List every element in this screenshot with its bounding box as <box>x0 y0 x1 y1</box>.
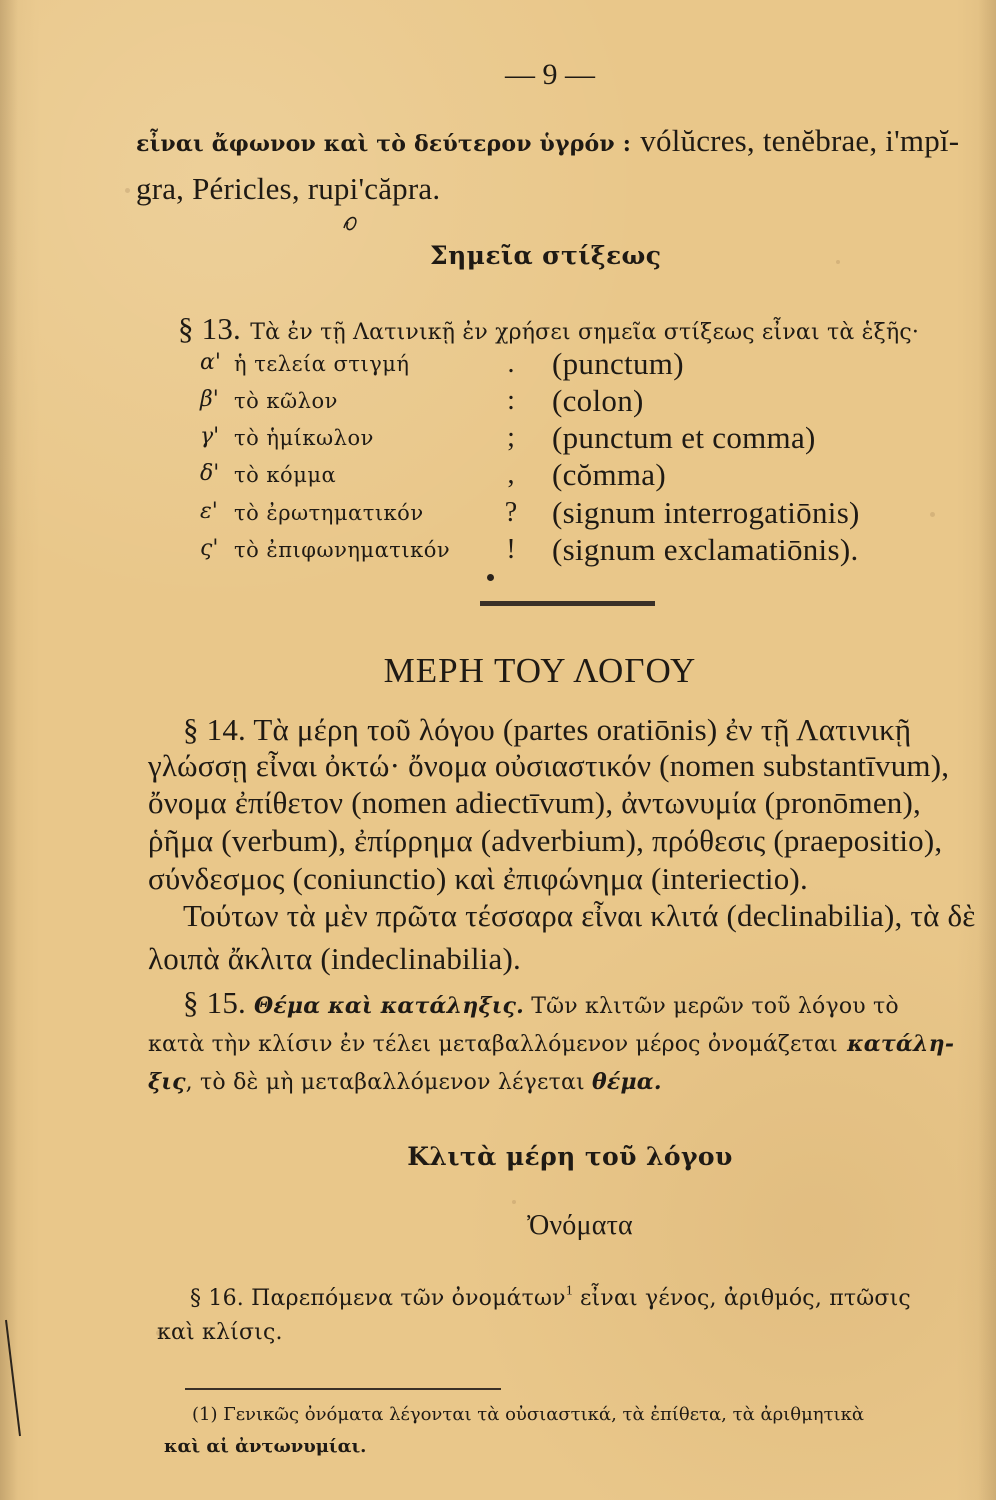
paper-speck <box>836 260 840 264</box>
paragraph-14-line-1: § 14. Τὰ μέρη τοῦ λόγου (partes oratiōnis) ἐν τῇ Λατινικῇ <box>183 712 912 747</box>
punctuation-row-label: α' <box>200 350 221 375</box>
paragraph-15-line-1 <box>183 986 899 1020</box>
paragraph-13-heading <box>178 312 919 346</box>
paragraph-14-line-5: σύνδεσμος (coniunctio) καὶ ἐπιφώνημα (interiectio). <box>148 861 808 896</box>
paper-speck <box>512 1200 516 1204</box>
intro-line-1-latin: vólŭcres, tenĕbrae, i'mpĭ- <box>640 123 960 158</box>
paragraph-14-line-3: ὄνομα ἐπίθετον (nomen adiectīvum), ἀντωνυμία (pronōmen), <box>148 785 921 820</box>
paragraph-15-line-2 <box>148 1026 954 1058</box>
footnote-text-line-1: Γενικῶς ὀνόματα λέγονται τὰ οὐσιαστικά, τὰ ἐπίθετα, τὰ ἀριθμητικὰ <box>223 1404 864 1425</box>
paragraph-15-prefix: § 15. <box>183 985 254 1020</box>
punctuation-row-latin: (colon) <box>552 383 644 418</box>
punctuation-row-latin: (cŏmma) <box>552 457 666 492</box>
punctuation-row-label: β' <box>200 387 219 412</box>
punctuation-row <box>200 385 920 419</box>
punctuation-row-symbol: ! <box>506 534 516 565</box>
punctuation-row-symbol: ? <box>504 497 518 528</box>
paragraph-16-line-2: καὶ κλίσις. <box>157 1320 283 1345</box>
footnote-mark: (1) <box>192 1404 218 1425</box>
paragraph-15-line-3 <box>148 1064 662 1096</box>
footnote-divider <box>185 1388 501 1390</box>
punctuation-row-latin: (signum interrogatiōnis) <box>552 495 860 530</box>
page-number: — 9 — <box>505 58 595 91</box>
punctuation-row-label: ς' <box>200 536 219 561</box>
section-title-punctuation: Σημεῖα στίξεως <box>430 241 662 270</box>
paragraph-16-line-1 <box>190 1280 911 1312</box>
paragraph-14-line <box>148 786 921 820</box>
paragraph-14-line <box>148 749 949 783</box>
margin-stroke-icon <box>0 1318 28 1438</box>
punctuation-row <box>200 348 920 382</box>
punctuation-row-latin: (punctum et comma) <box>552 420 816 455</box>
intro-line-2: gra, Péricles, rupi'căpra. <box>136 171 441 206</box>
right-page-shadow <box>978 0 996 1500</box>
paper-speck <box>930 512 935 517</box>
punctuation-row-term: τὸ κόμμα <box>234 463 337 487</box>
section-divider <box>480 601 655 606</box>
paragraph-15-line-3-term: θέμα. <box>592 1069 662 1095</box>
punctuation-row-symbol: : <box>507 385 515 416</box>
punctuation-row-label: δ' <box>200 461 220 486</box>
punctuation-row-latin: (signum exclamatiōnis). <box>552 532 859 567</box>
punctuation-row-symbol: . <box>507 348 515 379</box>
punctuation-row-symbol: ; <box>507 422 515 453</box>
paragraph-14-line <box>183 713 911 747</box>
punctuation-row <box>200 459 920 493</box>
paragraph-14-line <box>148 942 521 976</box>
declinable-parts-heading: Κλιτὰ μέρη τοῦ λόγου <box>407 1142 733 1171</box>
small-flourish-icon <box>340 207 365 235</box>
punctuation-row-term: τὸ ἐπιφωνηματικόν <box>234 538 451 562</box>
paragraph-13-text: Τὰ ἐν τῇ Λατινικῇ ἐν χρήσει σημεῖα στίξεως εἶναι τὰ ἑξῆς· <box>250 320 920 345</box>
paragraph-13-number: § 13. <box>178 311 241 346</box>
paragraph-15-title: Θέμα καὶ κατάληξις. <box>253 993 525 1019</box>
decorative-dot <box>487 574 494 581</box>
paragraph-14-line <box>148 824 942 858</box>
punctuation-row-label: ε' <box>200 499 218 524</box>
paragraph-14-line <box>148 862 808 896</box>
punctuation-row-latin: (punctum) <box>552 346 684 381</box>
punctuation-row-term: τὸ ἡμίκωλον <box>234 426 374 450</box>
paper-speck <box>125 188 130 193</box>
paragraph-15-line-2-text: κατὰ τὴν κλίσιν ἐν τέλει μεταβαλλόμενον μέρος ὀνομάζεται <box>148 1032 838 1057</box>
footnote-line-2: καὶ αἱ ἀντωνυμίαι. <box>164 1436 367 1457</box>
intro-line-1 <box>136 124 959 158</box>
paragraph-14-line-4: ῥῆμα (verbum), ἐπίρρημα (adverbium), πρόθεσις (praepositio), <box>148 823 943 858</box>
paragraph-15-line-1-rest: Τῶν κλιτῶν μερῶν τοῦ λόγου τὸ <box>524 994 899 1019</box>
paragraph-16-prefix: § 16. Παρεπόμενα τῶν ὀνομάτων <box>190 1286 566 1311</box>
punctuation-row-label: γ' <box>200 424 220 449</box>
paragraph-15-line-3-prefix: ξις <box>148 1069 186 1095</box>
punctuation-row-term: ἡ τελεία στιγμή <box>234 352 410 376</box>
footnote-line-1 <box>192 1404 864 1425</box>
nouns-subheading: Ὀνόματα <box>527 1210 633 1241</box>
left-page-shadow <box>0 0 18 1500</box>
punctuation-row-term: τὸ ἐρωτηματικόν <box>234 501 424 525</box>
punctuation-row <box>200 534 920 568</box>
punctuation-row-symbol: , <box>507 459 515 490</box>
punctuation-row-term: τὸ κῶλον <box>234 389 338 413</box>
paragraph-14-line-7: λοιπὰ ἄκλιτα (indeclinabilia). <box>148 941 521 976</box>
paragraph-14-line-6: Τούτων τὰ μὲν πρῶτα τέσσαρα εἶναι κλιτά (declinabilia), τὰ δὲ <box>183 898 976 933</box>
paragraph-16-footnote-ref: 1 <box>565 1283 573 1299</box>
intro-line-1-greek: εἶναι ἄφωνον καὶ τὸ δεύτερον ὑγρόν : <box>136 131 632 157</box>
paragraph-15-line-3-rest: , τὸ δὲ μὴ μεταβαλλόμενον λέγεται <box>185 1070 593 1095</box>
paragraph-16-rest: εἶναι γένος, ἀριθμός, πτῶσις <box>572 1286 911 1311</box>
parts-of-speech-heading: ΜΕΡΗ ΤΟΥ ΛΟΓΟΥ <box>383 651 697 690</box>
paragraph-14-line <box>183 899 976 933</box>
paragraph-15-line-2-term: κατάλη- <box>847 1031 955 1057</box>
paragraph-14-line-2: γλώσσῃ εἶναι ὀκτώ· ὄνομα οὐσιαστικόν (nomen substantīvum), <box>148 748 950 783</box>
punctuation-row <box>200 422 920 456</box>
punctuation-row <box>200 497 920 531</box>
